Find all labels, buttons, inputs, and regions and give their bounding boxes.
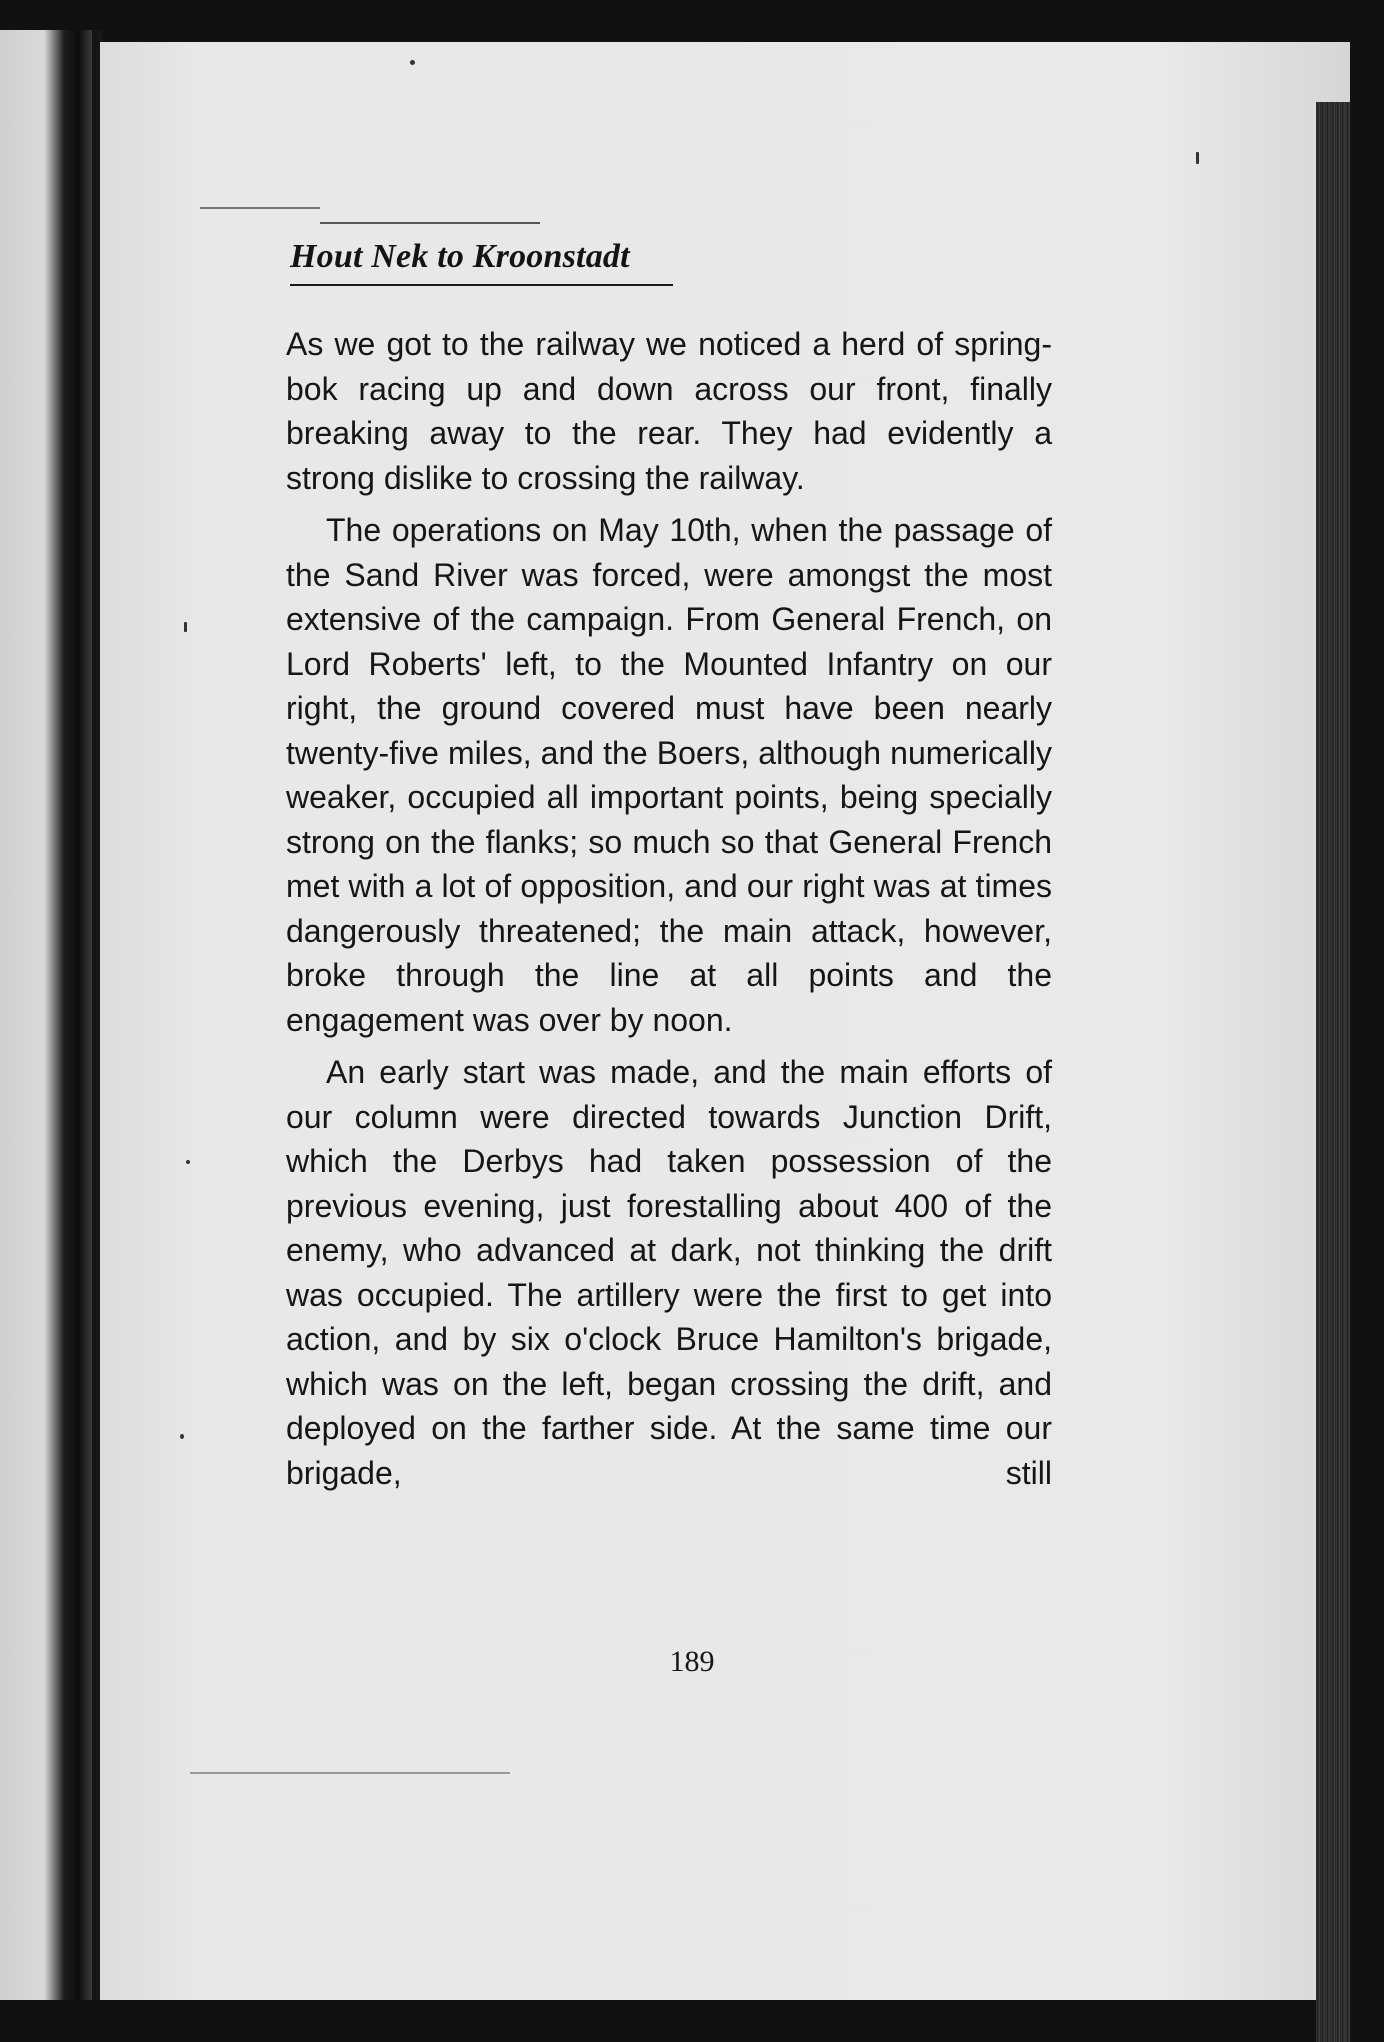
ink-speck bbox=[320, 222, 540, 224]
running-head: Hout Nek to Kroonstadt bbox=[290, 238, 673, 286]
ink-speck bbox=[184, 622, 187, 632]
book-gutter bbox=[44, 30, 102, 2000]
ink-speck bbox=[1196, 152, 1199, 164]
ink-speck bbox=[186, 1160, 190, 1164]
ink-speck bbox=[180, 1434, 184, 1439]
ink-speck bbox=[190, 1772, 510, 1774]
ink-speck bbox=[200, 207, 320, 209]
page-fore-edge bbox=[1316, 102, 1350, 2042]
body-text bbox=[286, 322, 1052, 1503]
ink-speck bbox=[410, 60, 415, 65]
paragraph-3: An early start was made, and the main efforts of our column were directed towards Junction Drift, which the Derbys had taken possession of the previous evening, just forestalling about 400 of the enemy, who advanced at dark, not thinking the drift was occupied. The artillery were the first to get into action, and by six o'clock Bruce Hamilton's brigade, which was on the left, began crossing the drift, and deployed on the farther side. At the same time our brigade, still bbox=[286, 1054, 1052, 1491]
paragraph-1: As we got to the railway we noticed a herd of spring-bok racing up and down across our front, finally breaking away to the rear. They had evidently a strong dislike to crossing the railway. bbox=[286, 326, 1052, 496]
paragraph-2: The operations on May 10th, when the passage of the Sand River was forced, were amongst the most extensive of the campaign. From General French, on Lord Roberts' left, to the Mounted Infantry on our right, the ground covered must have been nearly twenty-five miles, and the Boers, although numerically weaker, occupied all important points, being specially strong on the flanks; so much so that General French met with a lot of opposition, and our right was at times dangerously threatened; the main attack, however, broke through the line at all points and the engagement was over by noon. bbox=[286, 512, 1052, 1038]
page-number: 189 bbox=[669, 1645, 715, 1678]
